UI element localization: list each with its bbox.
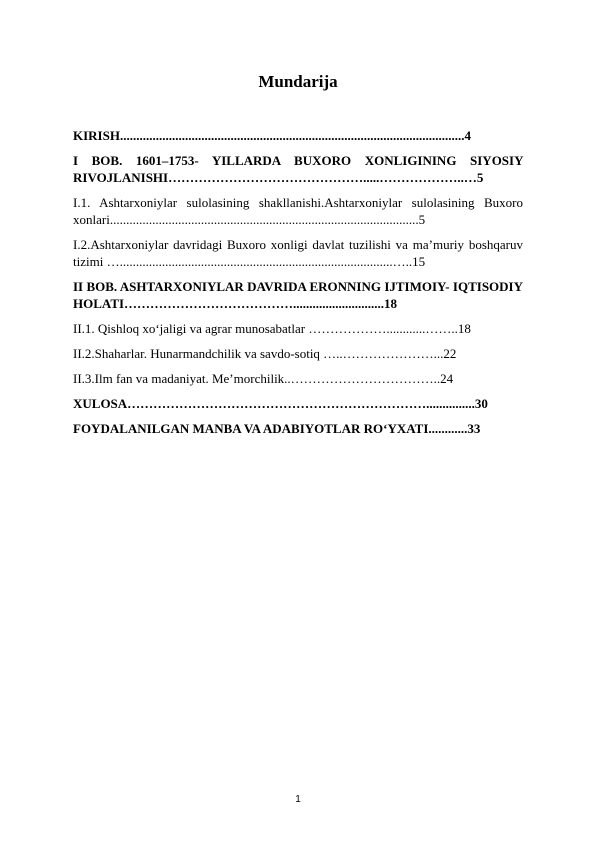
table-of-contents xyxy=(73,127,523,445)
toc-line: I BOB. 1601–1753- YILLARDA BUXORO XONLIGINING SIYOSIY xyxy=(73,153,523,168)
toc-entry-chapter-1[interactable] xyxy=(73,152,523,186)
toc-entry-references[interactable] xyxy=(73,420,523,437)
toc-line: II.1. Qishloq xo‘jaligi va agrar munosabatlar ………………............……..18 xyxy=(73,321,471,336)
toc-line: IQTISODIY HOLATI…………………………………............................18 xyxy=(73,279,523,311)
toc-line: boshqaruv tizimi …....................................................................................…..15 xyxy=(73,237,523,269)
toc-line: I.1. Ashtarxoniylar sulolasining shakllanishi.Ashtarxoniylar sulolasining xyxy=(73,195,475,210)
toc-line: II.2.Shaharlar. Hunarmandchilik va savdo-sotiq …..…………………...22 xyxy=(73,346,457,361)
toc-entry-kirish[interactable] xyxy=(73,127,523,144)
toc-line: KIRISH..........................................................................................................4 xyxy=(73,128,471,143)
toc-entry-section-1-1[interactable] xyxy=(73,194,523,228)
toc-entry-section-2-2[interactable] xyxy=(73,345,523,362)
toc-line: II.3.Ilm fan va madaniyat. Me’morchilik..……………………………..24 xyxy=(73,371,454,386)
toc-line: FOYDALANILGAN MANBA VA ADABIYOTLAR RO‘YXATI............33 xyxy=(73,421,481,436)
toc-line: II BOB. ASHTARXONIYLAR DAVRIDA ERONNING IJTIMOIY- xyxy=(73,279,450,294)
toc-entry-xulosa[interactable] xyxy=(73,395,523,412)
toc-line: XULOSA……………………………………………………………...............30 xyxy=(73,396,488,411)
toc-line: I.2.Ashtarxoniylar davridagi Buxoro xonligi davlat tuzilishi va ma’muriy xyxy=(73,237,465,252)
toc-line: RIVOJLANISHI……………………………………….....………………..…5 xyxy=(73,170,484,185)
toc-line: Buxoro xonlari...............................................................................................5 xyxy=(73,195,523,227)
toc-entry-chapter-2[interactable] xyxy=(73,278,523,312)
toc-entry-section-1-2[interactable] xyxy=(73,236,523,270)
toc-entry-section-2-3[interactable] xyxy=(73,370,523,387)
toc-entry-section-2-1[interactable] xyxy=(73,320,523,337)
page-number: 1 xyxy=(295,794,301,805)
page-title: Mundarija xyxy=(258,72,338,91)
